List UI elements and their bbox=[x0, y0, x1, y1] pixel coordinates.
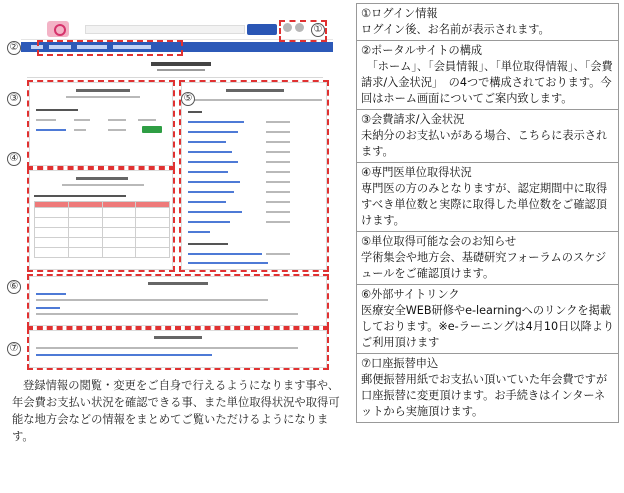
legend-row bbox=[357, 163, 619, 232]
badge-4: ④ bbox=[7, 152, 21, 166]
annotation-6 bbox=[27, 274, 329, 328]
portal-page-subtitle bbox=[157, 69, 205, 71]
legend-title: ②ポータルサイトの構成 bbox=[361, 44, 483, 57]
legend-body: 未納分のお支払いがある場合、こちらに表示されます。 bbox=[361, 129, 608, 158]
legend-title: ⑥外部サイトリンク bbox=[361, 288, 460, 301]
annotation-7 bbox=[27, 328, 329, 370]
annotation-2 bbox=[37, 40, 183, 56]
portal-description: 登録情報の閲覧・変更をご自身で行えるようになります事や、年会費お支払い状況を確認できる事、また単位取得状況や取得可能な地方会などの情報をまとめてご覧いただけるようになります。 bbox=[12, 379, 340, 443]
legend-title: ③会費請求/入金状況 bbox=[361, 113, 465, 126]
badge-6: ⑥ bbox=[7, 280, 21, 294]
legend-row bbox=[357, 232, 619, 285]
portal-search-input[interactable] bbox=[85, 25, 245, 34]
badge-2: ② bbox=[7, 41, 21, 55]
portal-page-title bbox=[151, 62, 211, 66]
legend-body: 専門医の方のみとなりますが、認定期間中に取得すべき単位数と実際に取得した単位数をご確認頂けます。 bbox=[361, 182, 608, 227]
legend-row bbox=[357, 285, 619, 354]
legend-row bbox=[357, 110, 619, 163]
badge-1: ① bbox=[311, 23, 325, 37]
annotation-3 bbox=[27, 80, 175, 168]
divider bbox=[27, 77, 323, 78]
legend-body: ログイン後、お名前が表示されます。 bbox=[361, 23, 550, 36]
legend-title: ⑦口座振替申込 bbox=[361, 357, 439, 370]
society-logo bbox=[47, 21, 69, 37]
legend-body: 「ホーム」、「会員情報」、「単位取得情報」、「会費請求/入金状況」 の4つで構成されております。今回はホーム画面についてご案内致します。 bbox=[361, 60, 613, 105]
legend-body: 医療安全WEB研修やe-learningへのリンクを掲載しております。※e-ラーニングは4月10日以降よりご利用頂けます bbox=[361, 304, 615, 349]
legend-title: ①ログイン情報 bbox=[361, 7, 438, 20]
legend-body: 郵便振替用紙でお支払い頂いていた年会費ですが口座振替に変更頂けます。お手続きはインターネットから実施頂けます。 bbox=[361, 373, 608, 418]
legend-row bbox=[357, 4, 619, 41]
legend-row bbox=[357, 41, 619, 110]
legend-title: ⑤単位取得可能な会のお知らせ bbox=[361, 235, 517, 248]
legend-row bbox=[357, 354, 619, 423]
legend-body: 学術集会や地方会、基礎研究フォーラムのスケジュールをご確認頂けます。 bbox=[361, 251, 607, 280]
badge-3: ③ bbox=[7, 92, 21, 106]
portal-screenshot bbox=[9, 18, 333, 370]
annotation-5 bbox=[179, 80, 329, 272]
annotation-4 bbox=[27, 168, 175, 272]
portal-search-button[interactable] bbox=[247, 24, 277, 35]
badge-7: ⑦ bbox=[7, 342, 21, 356]
legend-table bbox=[356, 3, 619, 423]
badge-5: ⑤ bbox=[181, 92, 195, 106]
legend-title: ④専門医単位取得状況 bbox=[361, 166, 472, 179]
